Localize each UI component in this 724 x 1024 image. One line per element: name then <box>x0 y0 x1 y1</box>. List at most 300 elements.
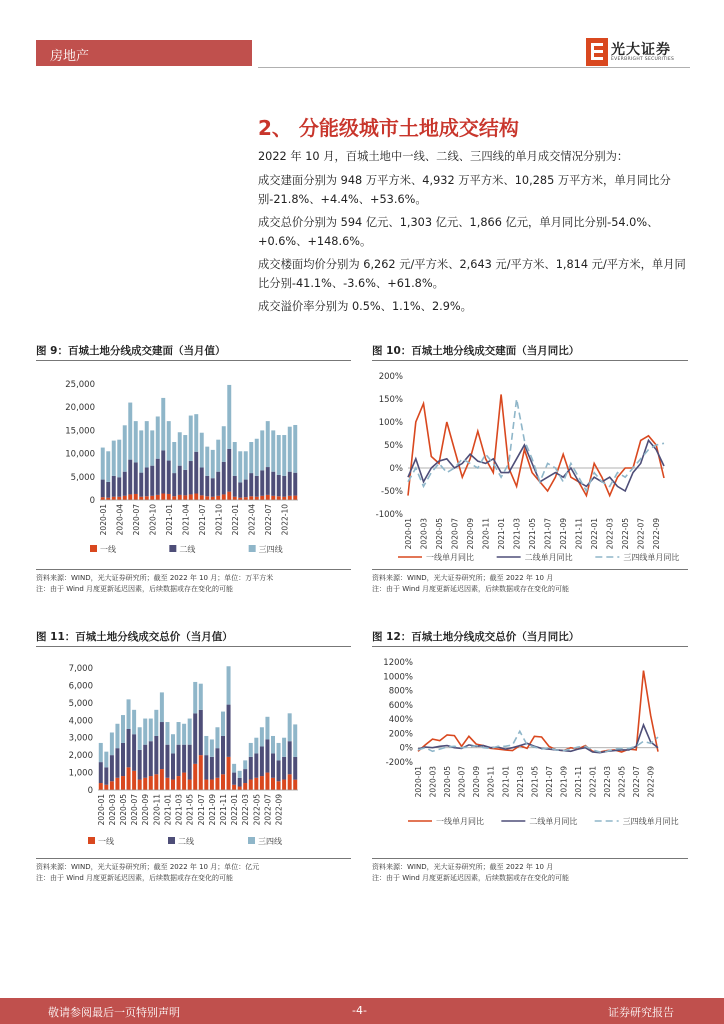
paragraph-intro: 2022 年 10 月，百城土地中一线、二线、三四线的单月成交情况分别为： <box>258 150 629 163</box>
fig9-bar-tier34 <box>183 435 187 470</box>
fig10-title: 图 10：百城土地分线成交建面（当月同比） <box>372 345 580 357</box>
fig9-bar-tier2 <box>271 472 275 496</box>
fig9-bar-tier2 <box>134 462 138 494</box>
fig10-source: 资料来源：WIND，光大证券研究所；截至 2022 年 10 月 <box>372 574 554 582</box>
fig11-bar-tier1 <box>277 781 281 790</box>
fig11-bar-tier34 <box>277 743 281 760</box>
fig9-xtick-label: 2020-04 <box>115 504 125 536</box>
fig10-xtick-label: 2022-09 <box>652 518 662 550</box>
fig9-bar-tier1 <box>233 497 237 500</box>
fig9-bar-tier2 <box>233 476 237 497</box>
fig9-bar-tier1 <box>167 494 171 500</box>
fig9-xtick-label: 2020-01 <box>98 504 108 536</box>
fig9-bar-tier34 <box>205 447 209 476</box>
fig9-bar-tier2 <box>101 480 105 498</box>
fig9-bar-tier1 <box>222 494 226 500</box>
fig11-bar-tier34 <box>143 719 147 745</box>
fig9-bar-tier1 <box>211 497 215 500</box>
fig11-ytick-label: 4,000 <box>68 716 93 727</box>
fig12-ytick-label: -200% <box>385 758 413 768</box>
fig11-bar-tier34 <box>160 692 164 722</box>
fig9-xtick-label: 2020-07 <box>131 504 141 536</box>
fig9-bar-tier34 <box>288 427 292 472</box>
logo-name-en: EVERBRIGHT SECURITIES <box>611 57 675 62</box>
fig11-xtick-label: 2021-07 <box>196 794 206 826</box>
fig10-xtick-label: 2021-03 <box>512 518 522 550</box>
fig11-bar-tier2 <box>182 745 186 773</box>
fig9-bar-tier2 <box>194 452 198 494</box>
fig9-bar-tier34 <box>106 451 110 482</box>
fig11-bar-tier2 <box>104 767 108 784</box>
fig9-legend-swatch <box>249 545 256 552</box>
fig11-xtick-label: 2021-11 <box>219 794 228 826</box>
fig11-xtick-label: 2022-01 <box>230 794 240 826</box>
fig9-xtick-label: 2021-07 <box>197 504 207 536</box>
fig11-bar-tier2 <box>215 748 219 778</box>
fig10-ytick-label: 50% <box>384 441 403 451</box>
fig9-note: 注：由于 Wind 月度更新延迟因素，后续数据或存在变化的可能 <box>36 585 234 593</box>
fig9-ytick-label: 0 <box>89 496 95 506</box>
fig11-xtick-label: 2021-01 <box>163 794 173 826</box>
fig12-title: 图 12：百城土地分线成交总价（当月同比） <box>372 631 580 643</box>
fig11-legend-swatch <box>168 837 175 844</box>
fig10-series-line-tier1 <box>408 394 664 495</box>
fig11-bar-tier1 <box>221 774 225 790</box>
fig11-xtick-label: 2020-05 <box>119 794 128 826</box>
fig9-bar-tier34 <box>271 430 275 471</box>
fig9-bar-tier2 <box>156 459 160 495</box>
fig11-legend-label: 二线 <box>178 837 194 846</box>
fig12-series-line-tier1 <box>418 671 658 752</box>
fig9-bar-tier34 <box>222 426 226 462</box>
fig9-bar-tier1 <box>123 496 127 500</box>
fig9-title: 图 9：百城土地分线成交建面（当月值） <box>36 345 226 357</box>
fig11-bar-tier2 <box>188 745 192 780</box>
fig10-legend-label: 一线单月同比 <box>426 553 474 562</box>
fig11-bar-tier1 <box>288 774 292 790</box>
fig9-bar-tier34 <box>156 416 160 458</box>
fig11-bar-tier2 <box>238 778 242 787</box>
fig11-bar-tier34 <box>288 713 292 741</box>
fig11-bar-tier2 <box>99 762 103 783</box>
fig9-bar-tier1 <box>117 497 121 500</box>
fig11-bar-tier34 <box>282 738 286 757</box>
fig9-xtick-label: 2022-07 <box>263 504 273 536</box>
fig11-bar-tier34 <box>271 736 275 753</box>
fig12-ytick-label: 400% <box>388 715 413 726</box>
fig9-bar-tier2 <box>216 472 220 496</box>
fig9-bar-tier2 <box>106 482 110 498</box>
fig9-bar-tier34 <box>178 432 182 465</box>
fig11-bar-tier34 <box>265 717 269 740</box>
fig11-xtick-label: 2021-09 <box>207 794 217 826</box>
fig12-chart <box>372 650 688 856</box>
fig9-bar-tier2 <box>123 472 127 496</box>
fig9-bar-tier1 <box>266 495 270 500</box>
fig9-bar-tier2 <box>255 476 259 497</box>
fig9-bar-tier1 <box>172 496 176 500</box>
fig9-xtick-label: 2022-10 <box>280 504 290 536</box>
fig9-bar-tier2 <box>117 477 121 496</box>
fig9-bar-tier34 <box>145 421 149 467</box>
fig11-bar-tier2 <box>115 748 119 778</box>
fig11-bar-tier1 <box>171 780 175 790</box>
fig11-bar-tier2 <box>221 736 225 774</box>
fig11-bar-tier2 <box>193 713 197 764</box>
fig11-bar-tier34 <box>115 724 119 748</box>
fig12-bottom-rule <box>372 858 688 859</box>
fig12-xtick-label: 2020-11 <box>486 766 496 798</box>
fig9-bar-tier1 <box>128 494 132 500</box>
fig11-bar-tier1 <box>199 755 203 790</box>
fig9-bar-tier34 <box>216 440 220 472</box>
fig11-legend-label: 一线 <box>98 837 114 846</box>
fig11-bar-tier2 <box>271 753 275 777</box>
fig9-bar-tier2 <box>249 473 253 496</box>
fig12-legend-label: 三四线单月同比 <box>622 817 679 826</box>
fig11-bar-tier1 <box>165 778 169 790</box>
fig9-bar-tier1 <box>244 497 248 500</box>
fig11-bar-tier34 <box>221 712 225 736</box>
fig9-bar-tier34 <box>172 442 176 473</box>
fig9-legend-label: 三四线 <box>258 545 283 554</box>
fig11-bar-tier1 <box>188 780 192 790</box>
fig10-ytick-label: -50% <box>381 487 403 497</box>
fig11-bar-tier34 <box>132 710 136 734</box>
fig11-xtick-label: 2020-07 <box>130 794 140 826</box>
fig11-bar-tier34 <box>210 739 214 756</box>
fig9-bar-tier1 <box>271 496 275 500</box>
fig9-xtick-label: 2021-10 <box>214 504 224 536</box>
fig10-series-line-tier2 <box>408 440 664 491</box>
everbright-logo-icon <box>586 38 608 66</box>
fig9-bar-tier2 <box>183 470 187 496</box>
fig11-bar-tier2 <box>293 757 297 780</box>
fig10-xtick-label: 2022-01 <box>590 518 600 550</box>
fig11-bar-tier1 <box>227 757 231 790</box>
fig9-bar-tier2 <box>128 460 132 495</box>
paragraph-area: 成交建面分别为 948 万平方米、4,932 万平方米、10,285 万平方米，单月同比分别-21.8%、+4.4%、+53.6%。 <box>258 174 671 206</box>
fig9-bar-tier34 <box>249 442 253 473</box>
fig11-bar-tier34 <box>165 722 169 745</box>
fig9-bar-tier2 <box>211 478 215 497</box>
fig9-bar-tier2 <box>227 449 231 492</box>
fig9-bar-tier34 <box>167 421 171 460</box>
fig12-ytick-label: 1200% <box>383 658 413 668</box>
fig10-rule <box>372 360 688 361</box>
fig12-ytick-label: 1000% <box>383 672 413 683</box>
fig12-ytick-label: 800% <box>388 686 413 697</box>
fig11-bar-tier2 <box>243 769 247 783</box>
fig11-rule <box>36 646 351 647</box>
fig10-xtick-label: 2020-09 <box>466 518 476 550</box>
fig11-ytick-label: 6,000 <box>68 681 93 692</box>
fig10-legend-label: 三四线单月同比 <box>623 553 680 562</box>
fig9-bar-tier1 <box>260 496 264 500</box>
fig9-xtick-label: 2021-04 <box>181 504 191 536</box>
fig11-bar-tier1 <box>121 776 125 790</box>
fig11-bar-tier1 <box>177 776 181 790</box>
fig9-bar-tier2 <box>205 476 209 496</box>
fig11-bar-tier1 <box>249 780 253 790</box>
fig11-bar-tier2 <box>260 746 264 776</box>
fig11-bar-tier1 <box>115 778 119 790</box>
fig11-bar-tier1 <box>143 778 147 790</box>
fig9-bar-tier34 <box>293 425 297 473</box>
fig10-ytick-label: 0% <box>389 464 403 474</box>
fig11-bar-tier1 <box>138 780 142 790</box>
footer-disclaimer[interactable]: 敬请参阅最后一页特别声明 <box>48 1006 180 1019</box>
fig9-xtick-label: 2020-10 <box>148 504 158 536</box>
fig11-bar-tier2 <box>110 755 114 781</box>
fig12-xtick-label: 2020-03 <box>428 766 438 798</box>
fig11-legend-swatch <box>248 837 255 844</box>
fig9-bar-tier1 <box>189 494 193 500</box>
fig10-xtick-label: 2020-07 <box>450 518 460 550</box>
fig11-bar-tier2 <box>177 745 181 776</box>
fig9-bar-tier1 <box>178 495 182 500</box>
fig11-bar-tier2 <box>204 755 208 779</box>
fig12-ytick-label: 600% <box>388 700 413 711</box>
fig9-bar-tier2 <box>266 467 270 495</box>
fig9-bar-tier1 <box>112 497 116 500</box>
fig12-xtick-label: 2022-05 <box>617 766 627 798</box>
fig9-bar-tier34 <box>227 385 231 449</box>
fig11-bar-tier2 <box>149 741 153 776</box>
fig9-bar-tier1 <box>200 495 204 500</box>
fig9-bar-tier1 <box>293 496 297 500</box>
fig9-bar-tier34 <box>128 403 132 460</box>
fig9-bar-tier2 <box>178 466 182 495</box>
fig12-xtick-label: 2020-09 <box>472 766 482 798</box>
fig12-xtick-label: 2021-07 <box>544 766 554 798</box>
fig10-xtick-label: 2021-07 <box>543 518 553 550</box>
fig9-bar-tier2 <box>161 450 165 493</box>
fig11-bar-tier34 <box>110 732 114 755</box>
footer-page-number: -4- <box>352 1004 367 1017</box>
fig11-bar-tier2 <box>249 757 253 780</box>
fig11-bar-tier1 <box>210 780 214 790</box>
fig11-bar-tier1 <box>271 778 275 790</box>
fig9-bar-tier2 <box>139 473 143 497</box>
fig9-xtick-label: 2021-01 <box>164 504 174 536</box>
fig11-bar-tier34 <box>99 743 103 762</box>
fig12-xtick-label: 2022-09 <box>646 766 656 798</box>
fig11-xtick-label: 2020-03 <box>107 794 117 826</box>
fig9-bar-tier34 <box>200 433 204 468</box>
fig9-bar-tier2 <box>167 461 171 494</box>
fig9-xtick-label: 2022-04 <box>247 504 257 536</box>
fig9-bar-tier2 <box>150 466 154 496</box>
fig11-bar-tier2 <box>227 705 231 757</box>
fig9-bar-tier34 <box>101 448 105 480</box>
paragraph-premium-rate: 成交溢价率分别为 0.5%、1.1%、2.9%。 <box>258 300 472 313</box>
fig11-bar-tier34 <box>232 764 236 773</box>
fig11-bar-tier2 <box>277 760 281 781</box>
fig11-bar-tier2 <box>265 739 269 772</box>
sector-label: 房地产 <box>50 49 90 64</box>
fig9-legend-swatch <box>90 545 97 552</box>
fig11-bar-tier1 <box>127 767 131 790</box>
fig10-xtick-label: 2022-07 <box>636 518 646 550</box>
fig12-source: 资料来源：WIND，光大证券研究所；截至 2022 年 10 月 <box>372 863 554 871</box>
fig11-bar-tier34 <box>238 771 242 778</box>
fig11-bar-tier2 <box>121 743 125 776</box>
fig11-bar-tier34 <box>193 682 197 713</box>
fig11-ytick-label: 7,000 <box>68 664 93 674</box>
fig11-bar-tier1 <box>193 764 197 790</box>
fig11-chart <box>36 650 351 856</box>
fig9-bar-tier1 <box>150 496 154 500</box>
fig9-rule <box>36 360 351 361</box>
fig10-xtick-label: 2021-09 <box>559 518 569 550</box>
fig10-xtick-label: 2021-11 <box>574 518 584 550</box>
fig11-ytick-label: 1,000 <box>68 768 93 779</box>
fig11-bar-tier1 <box>160 769 164 790</box>
fig12-ytick-label: 0% <box>399 743 413 754</box>
fig9-bottom-rule <box>36 569 351 570</box>
fig12-legend-label: 一线单月同比 <box>436 817 484 826</box>
fig9-bar-tier2 <box>277 475 281 496</box>
fig12-rule <box>372 646 688 647</box>
fig9-bar-tier34 <box>266 421 270 467</box>
fig9-ytick-label: 10,000 <box>65 449 95 460</box>
fig9-bar-tier2 <box>244 480 248 498</box>
fig11-title: 图 11：百城土地分线成交总价（当月值） <box>36 631 233 643</box>
fig11-ytick-label: 5,000 <box>68 698 93 709</box>
fig11-bar-tier34 <box>177 722 181 745</box>
fig11-bar-tier2 <box>132 734 136 771</box>
fig11-bar-tier34 <box>138 727 142 750</box>
fig11-bar-tier34 <box>227 666 231 704</box>
fig9-bar-tier1 <box>205 496 209 500</box>
fig11-bar-tier1 <box>238 787 242 790</box>
fig11-note: 注：由于 Wind 月度更新延迟因素，后续数据或存在变化的可能 <box>36 874 234 882</box>
fig9-bar-tier1 <box>255 497 259 500</box>
fig11-xtick-label: 2020-01 <box>96 794 106 826</box>
fig9-source: 资料来源：WIND，光大证券研究所；截至 2022 年 10 月；单位：万平方米 <box>36 574 274 582</box>
fig11-bar-tier34 <box>215 727 219 748</box>
fig9-bar-tier2 <box>145 468 149 497</box>
fig9-bar-tier2 <box>260 470 264 496</box>
section-title: 2、 分能级城市土地成交结构 <box>258 116 519 140</box>
fig11-bar-tier1 <box>132 771 136 790</box>
fig11-bar-tier1 <box>265 773 269 790</box>
fig11-xtick-label: 2021-03 <box>174 794 184 826</box>
fig9-bar-tier34 <box>255 439 259 476</box>
fig9-xtick-label: 2022-01 <box>230 504 240 536</box>
fig10-xtick-label: 2020-05 <box>435 518 445 550</box>
fig9-bar-tier34 <box>117 440 121 478</box>
fig11-bar-tier34 <box>104 752 108 768</box>
fig10-legend-label: 二线单月同比 <box>524 553 573 562</box>
fig9-bar-tier34 <box>260 430 264 470</box>
fig12-xtick-label: 2022-07 <box>632 766 642 798</box>
fig9-bar-tier34 <box>150 430 154 465</box>
fig10-ytick-label: 150% <box>378 395 403 405</box>
fig9-bar-tier1 <box>156 495 160 500</box>
fig11-bar-tier2 <box>127 729 131 767</box>
fig9-legend-label: 二线 <box>179 545 196 554</box>
fig9-bar-tier2 <box>222 462 226 494</box>
fig9-bar-tier2 <box>112 476 116 497</box>
fig9-bar-tier2 <box>238 482 242 497</box>
fig11-bar-tier34 <box>293 724 297 757</box>
fig11-bar-tier2 <box>210 757 214 780</box>
fig9-bar-tier1 <box>288 496 292 500</box>
fig10-note: 注：由于 Wind 月度更新延迟因素，后续数据或存在变化的可能 <box>372 585 570 593</box>
fig10-xtick-label: 2021-05 <box>528 518 538 550</box>
fig11-xtick-label: 2022-09 <box>274 794 284 826</box>
fig11-bar-tier1 <box>154 774 158 790</box>
fig11-bar-tier1 <box>182 773 186 790</box>
paragraph-total-price: 成交总价分别为 594 亿元、1,303 亿元、1,866 亿元，单月同比分别-54.0%、+0.6%、+148.6%。 <box>258 216 659 248</box>
fig11-xtick-label: 2020-11 <box>152 794 162 826</box>
fig11-bar-tier34 <box>127 699 131 729</box>
fig11-bar-tier1 <box>215 778 219 790</box>
fig9-legend-label: 一线 <box>100 545 116 554</box>
fig10-xtick-label: 2021-01 <box>497 518 507 550</box>
fig10-xtick-label: 2020-03 <box>419 518 429 550</box>
fig11-bar-tier34 <box>149 719 153 742</box>
fig11-bar-tier34 <box>254 738 258 754</box>
fig11-bar-tier34 <box>199 684 203 710</box>
fig11-bar-tier2 <box>288 741 292 774</box>
fig11-legend-swatch <box>88 837 95 844</box>
fig9-bar-tier2 <box>172 473 176 496</box>
fig11-bar-tier1 <box>149 776 153 790</box>
fig9-bar-tier34 <box>134 421 138 462</box>
fig11-bar-tier1 <box>104 785 108 790</box>
fig9-bar-tier2 <box>293 473 297 496</box>
fig11-bar-tier34 <box>121 715 125 743</box>
fig10-ytick-label: 200% <box>378 372 403 382</box>
fig9-bar-tier34 <box>123 425 127 471</box>
fig9-bar-tier34 <box>161 398 165 450</box>
fig9-bar-tier2 <box>189 461 193 494</box>
fig11-bar-tier2 <box>143 745 147 778</box>
fig9-bar-tier34 <box>238 451 242 482</box>
fig11-bar-tier34 <box>249 743 253 757</box>
header-divider <box>258 67 690 68</box>
fig12-xtick-label: 2021-09 <box>559 766 569 798</box>
fig9-bar-tier1 <box>249 496 253 500</box>
fig10-ytick-label: -100% <box>375 510 403 520</box>
fig9-bar-tier1 <box>282 497 286 500</box>
fig9-bar-tier1 <box>227 492 231 500</box>
fig11-bar-tier2 <box>160 722 164 769</box>
fig9-bar-tier34 <box>194 414 198 452</box>
fig11-xtick-label: 2022-03 <box>241 794 251 826</box>
fig12-xtick-label: 2021-03 <box>515 766 525 798</box>
fig11-bar-tier2 <box>138 750 142 780</box>
fig11-bar-tier1 <box>232 785 236 790</box>
fig10-xtick-label: 2020-01 <box>404 518 413 550</box>
fig11-bar-tier1 <box>293 780 297 790</box>
fig11-xtick-label: 2022-07 <box>263 794 273 826</box>
fig9-bar-tier1 <box>216 496 220 500</box>
fig12-xtick-label: 2022-03 <box>603 766 613 798</box>
fig12-xtick-label: 2021-11 <box>574 766 583 798</box>
fig11-bar-tier34 <box>182 724 186 745</box>
fig11-ytick-label: 0 <box>87 786 93 796</box>
footer-report-type: 证券研究报告 <box>608 1006 674 1019</box>
fig9-ytick-label: 20,000 <box>65 403 95 414</box>
fig12-xtick-label: 2020-01 <box>414 766 423 798</box>
fig11-ytick-label: 2,000 <box>68 751 93 762</box>
fig11-bar-tier1 <box>243 783 247 790</box>
fig10-xtick-label: 2020-11 <box>481 518 491 550</box>
